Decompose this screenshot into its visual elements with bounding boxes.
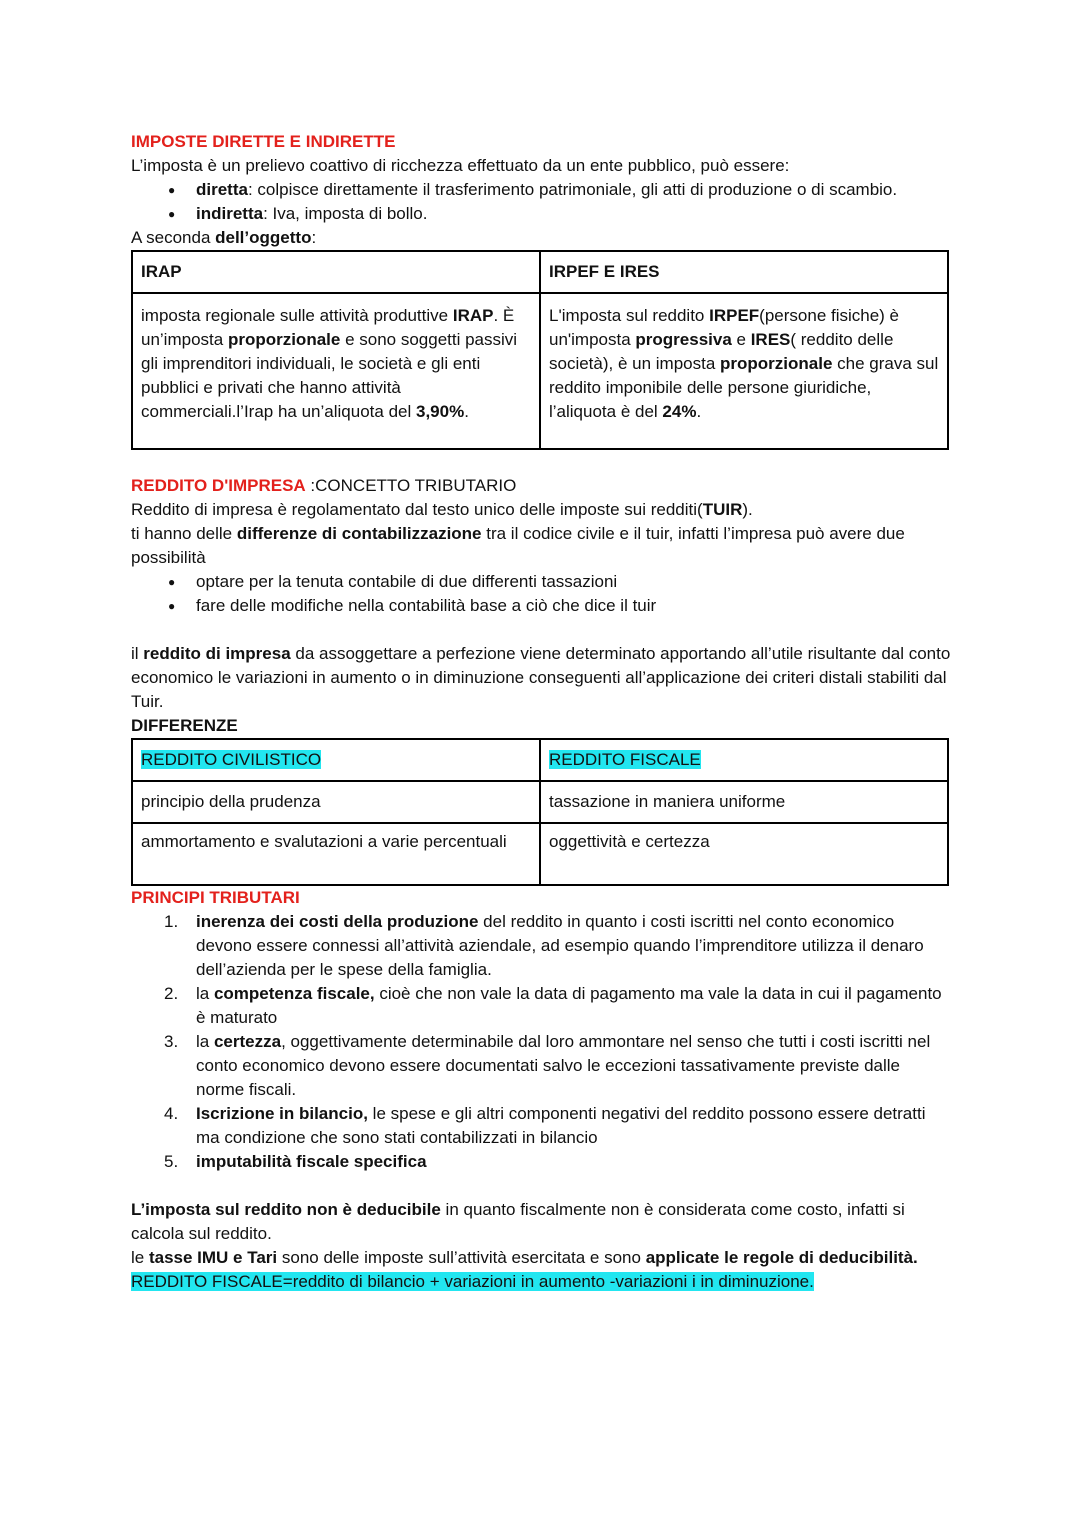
reddito-impresa-paragraph: il reddito di impresa da assoggettare a perfezione viene determinato apportando all’utile risultante dal conto economico le variazioni in aumento o in diminuzione conseguenti all’applicazione dei criteri distali stabiliti dal Tuir. xyxy=(131,644,951,711)
table-cell: ammortamento e svalutazioni a varie percentuali xyxy=(132,823,540,885)
principi-list xyxy=(131,910,951,1174)
table-cell: tassazione in maniera uniforme xyxy=(540,781,948,823)
seconda-oggetto: A seconda dell’oggetto: xyxy=(131,228,317,247)
heading-differenze: DIFFERENZE xyxy=(131,716,238,735)
heading-principi-tributari: PRINCIPI TRIBUTARI xyxy=(131,888,300,907)
heading-imposte: IMPOSTE DIRETTE E INDIRETTE xyxy=(131,132,396,151)
table-cell: principio della prudenza xyxy=(132,781,540,823)
table-header-fiscale: REDDITO FISCALE xyxy=(540,739,948,781)
imposte-table xyxy=(131,250,949,450)
possibilita-list xyxy=(131,570,951,618)
list-item: ● optare per la tenuta contabile di due differenti tassazioni xyxy=(196,570,951,594)
differenze-table xyxy=(131,738,949,886)
deducibilita-paragraph: L’imposta sul reddito non è deducibile in quanto fiscalmente non è considerata come costo, infatti si calcola sul reddito. xyxy=(131,1200,905,1243)
imu-tari-paragraph: le tasse IMU e Tari sono delle imposte sull’attività esercitata e sono applicate le regole di deducibilità. xyxy=(131,1248,918,1267)
list-item: ● diretta: colpisce direttamente il trasferimento patrimoniale, gli atti di produzione o di scambio. xyxy=(196,178,951,202)
table-header-irpef-ires: IRPEF E IRES xyxy=(540,251,948,293)
tuir-paragraph: Reddito di impresa è regolamentato dal testo unico delle imposte sui redditi(TUIR). xyxy=(131,500,753,519)
list-item: 5. imputabilità fiscale specifica xyxy=(164,1152,427,1171)
heading-reddito-impresa: REDDITO D'IMPRESA :CONCETTO TRIBUTARIO xyxy=(131,476,517,495)
list-item: ● indiretta: Iva, imposta di bollo. xyxy=(196,202,951,226)
table-header-civilistico: REDDITO CIVILISTICO xyxy=(132,739,540,781)
formula-reddito-fiscale: REDDITO FISCALE=reddito di bilancio + variazioni in aumento -variazioni i in diminuzione. xyxy=(131,1272,814,1291)
list-item: 1. inerenza dei costi della produzione del reddito in quanto i costi iscritti nel conto economico devono essere connessi all’attività aziendale, ad esempio quando l’imprenditore utilizza il denaro dell’azienda per le spese della famiglia. xyxy=(164,912,924,979)
table-cell-irpef-ires: L'imposta sul reddito IRPEF(persone fisiche) è un'imposta progressiva e IRES( reddito delle società), è un imposta proporzionale che grava sul reddito imponibile delle persone giuridiche, l’aliquota è del 24%. xyxy=(540,293,948,449)
list-item: 4. Iscrizione in bilancio, le spese e gli altri componenti negativi del reddito possono essere detratti ma condizione che sono stati contabilizzati in bilancio xyxy=(164,1104,926,1147)
imposte-list xyxy=(131,178,951,226)
table-cell-irap: imposta regionale sulle attività produttive IRAP. È un’imposta proporzionale e sono soggetti passivi gli imprenditori individuali, le società e gli enti pubblici e privati che hanno attività commerciali.l’Irap ha un’aliquota del 3,90%. xyxy=(132,293,540,449)
table-header-irap: IRAP xyxy=(132,251,540,293)
intro-paragraph: L’imposta è un prelievo coattivo di ricchezza effettuato da un ente pubblico, può essere: xyxy=(131,156,790,175)
document-content xyxy=(131,130,951,1294)
table-cell: oggettività e certezza xyxy=(540,823,948,885)
list-item: 2. la competenza fiscale, cioè che non vale la data di pagamento ma vale la data in cui il pagamento è maturato xyxy=(164,984,942,1027)
differenze-paragraph: ti hanno delle differenze di contabilizzazione tra il codice civile e il tuir, infatti l’impresa può avere due possibilità xyxy=(131,524,905,567)
list-item: 3. la certezza, oggettivamente determinabile dal loro ammontare nel senso che tutti i costi iscritti nel conto economico devono essere documentati salvo le eccezioni tassativamente previste dalle norme fiscali. xyxy=(164,1032,931,1099)
list-item: ● fare delle modifiche nella contabilità base a ciò che dice il tuir xyxy=(196,594,951,618)
